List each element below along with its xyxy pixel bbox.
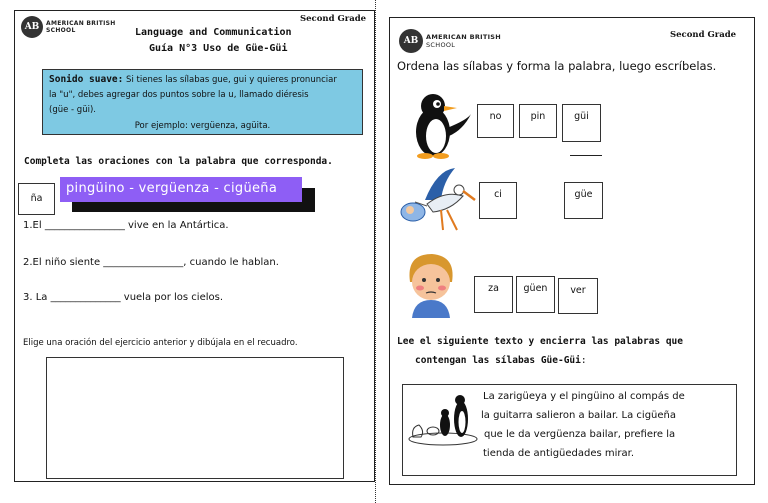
info-text-2: la "u", debes agregar dos puntos sobre la u, llamado diéresis bbox=[49, 90, 309, 100]
right-school-logo bbox=[399, 29, 501, 53]
syllable-no: no bbox=[477, 104, 514, 138]
soft-sound-info-box bbox=[42, 69, 363, 135]
page-divider bbox=[375, 0, 376, 503]
word-bank bbox=[60, 177, 302, 202]
word-bank-text: pingüino - vergüenza - cigüeña bbox=[66, 181, 278, 196]
sentence-3: 3. La ______________ vuela por los cielos. bbox=[23, 292, 224, 303]
draw-instruction: Elige una oración del ejercicio anterior y dibújala en el recuadro. bbox=[23, 338, 298, 348]
syllable-pin: pin bbox=[519, 104, 557, 138]
syllable-za: za bbox=[474, 276, 513, 313]
read-instruction-line1: Lee el siguiente texto y encierra las palabras que bbox=[397, 336, 683, 347]
answer-line-1 bbox=[570, 155, 602, 156]
school-crest-icon: AB bbox=[399, 29, 423, 53]
right-instruction: Ordena las sílabas y forma la palabra, luego escríbelas. bbox=[397, 59, 717, 73]
left-school-logo bbox=[21, 16, 116, 38]
syllable-ver: ver bbox=[558, 278, 598, 314]
story-line-1: La zarigüeya y el pingüino al compás de bbox=[483, 391, 685, 402]
school-name-line1: AMERICAN BRITISH bbox=[46, 20, 116, 27]
syllable-gui: güi bbox=[562, 104, 601, 142]
info-text-1: Si tienes las sílabas gue, gui y quieres pronunciar bbox=[123, 75, 337, 85]
sentence-2: 2.El niño siente ________________, cuando le hablan. bbox=[23, 257, 279, 268]
info-label: Sonido suave: bbox=[49, 74, 124, 85]
syllable-box-na: ña bbox=[18, 183, 55, 215]
left-title-line2: Guía N°3 Uso de Güe-Güi bbox=[149, 43, 288, 54]
ashamed-child-icon bbox=[398, 248, 468, 320]
read-instruction-line2: contengan las sílabas Güe-Güi: bbox=[415, 355, 587, 366]
right-grade: Second Grade bbox=[670, 30, 737, 40]
info-example: Por ejemplo: vergüenza, agüita. bbox=[134, 121, 271, 131]
syllable-gue: güe bbox=[564, 182, 603, 219]
story-line-4: tienda de antigüedades mirar. bbox=[483, 448, 635, 459]
penguin-icon bbox=[403, 92, 478, 162]
school-name-line2: SCHOOL bbox=[46, 27, 76, 34]
penguins-drawing-icon bbox=[405, 391, 481, 449]
stork-icon bbox=[397, 160, 477, 235]
left-title-line1: Language and Communication bbox=[135, 27, 292, 38]
sentence-1: 1.El ________________ vive en la Antártica. bbox=[23, 220, 229, 231]
school-crest-icon: AB bbox=[21, 16, 43, 38]
story-box bbox=[402, 384, 737, 476]
left-instruction: Completa las oraciones con la palabra que corresponda. bbox=[24, 156, 333, 167]
syllable-ci: ci bbox=[479, 182, 517, 219]
school-name-line1: AMERICAN BRITISH bbox=[426, 33, 502, 41]
story-line-3: que le da vergüenza bailar, prefiere la bbox=[484, 429, 676, 440]
story-line-2: la guitarra salieron a bailar. La cigüeña bbox=[481, 410, 676, 421]
school-name-line2: SCHOOL bbox=[426, 41, 456, 49]
left-grade: Second Grade bbox=[300, 14, 367, 24]
drawing-box[interactable] bbox=[46, 357, 344, 479]
syllable-guen: güen bbox=[516, 276, 555, 313]
info-text-3: (güe - güi). bbox=[49, 105, 96, 115]
